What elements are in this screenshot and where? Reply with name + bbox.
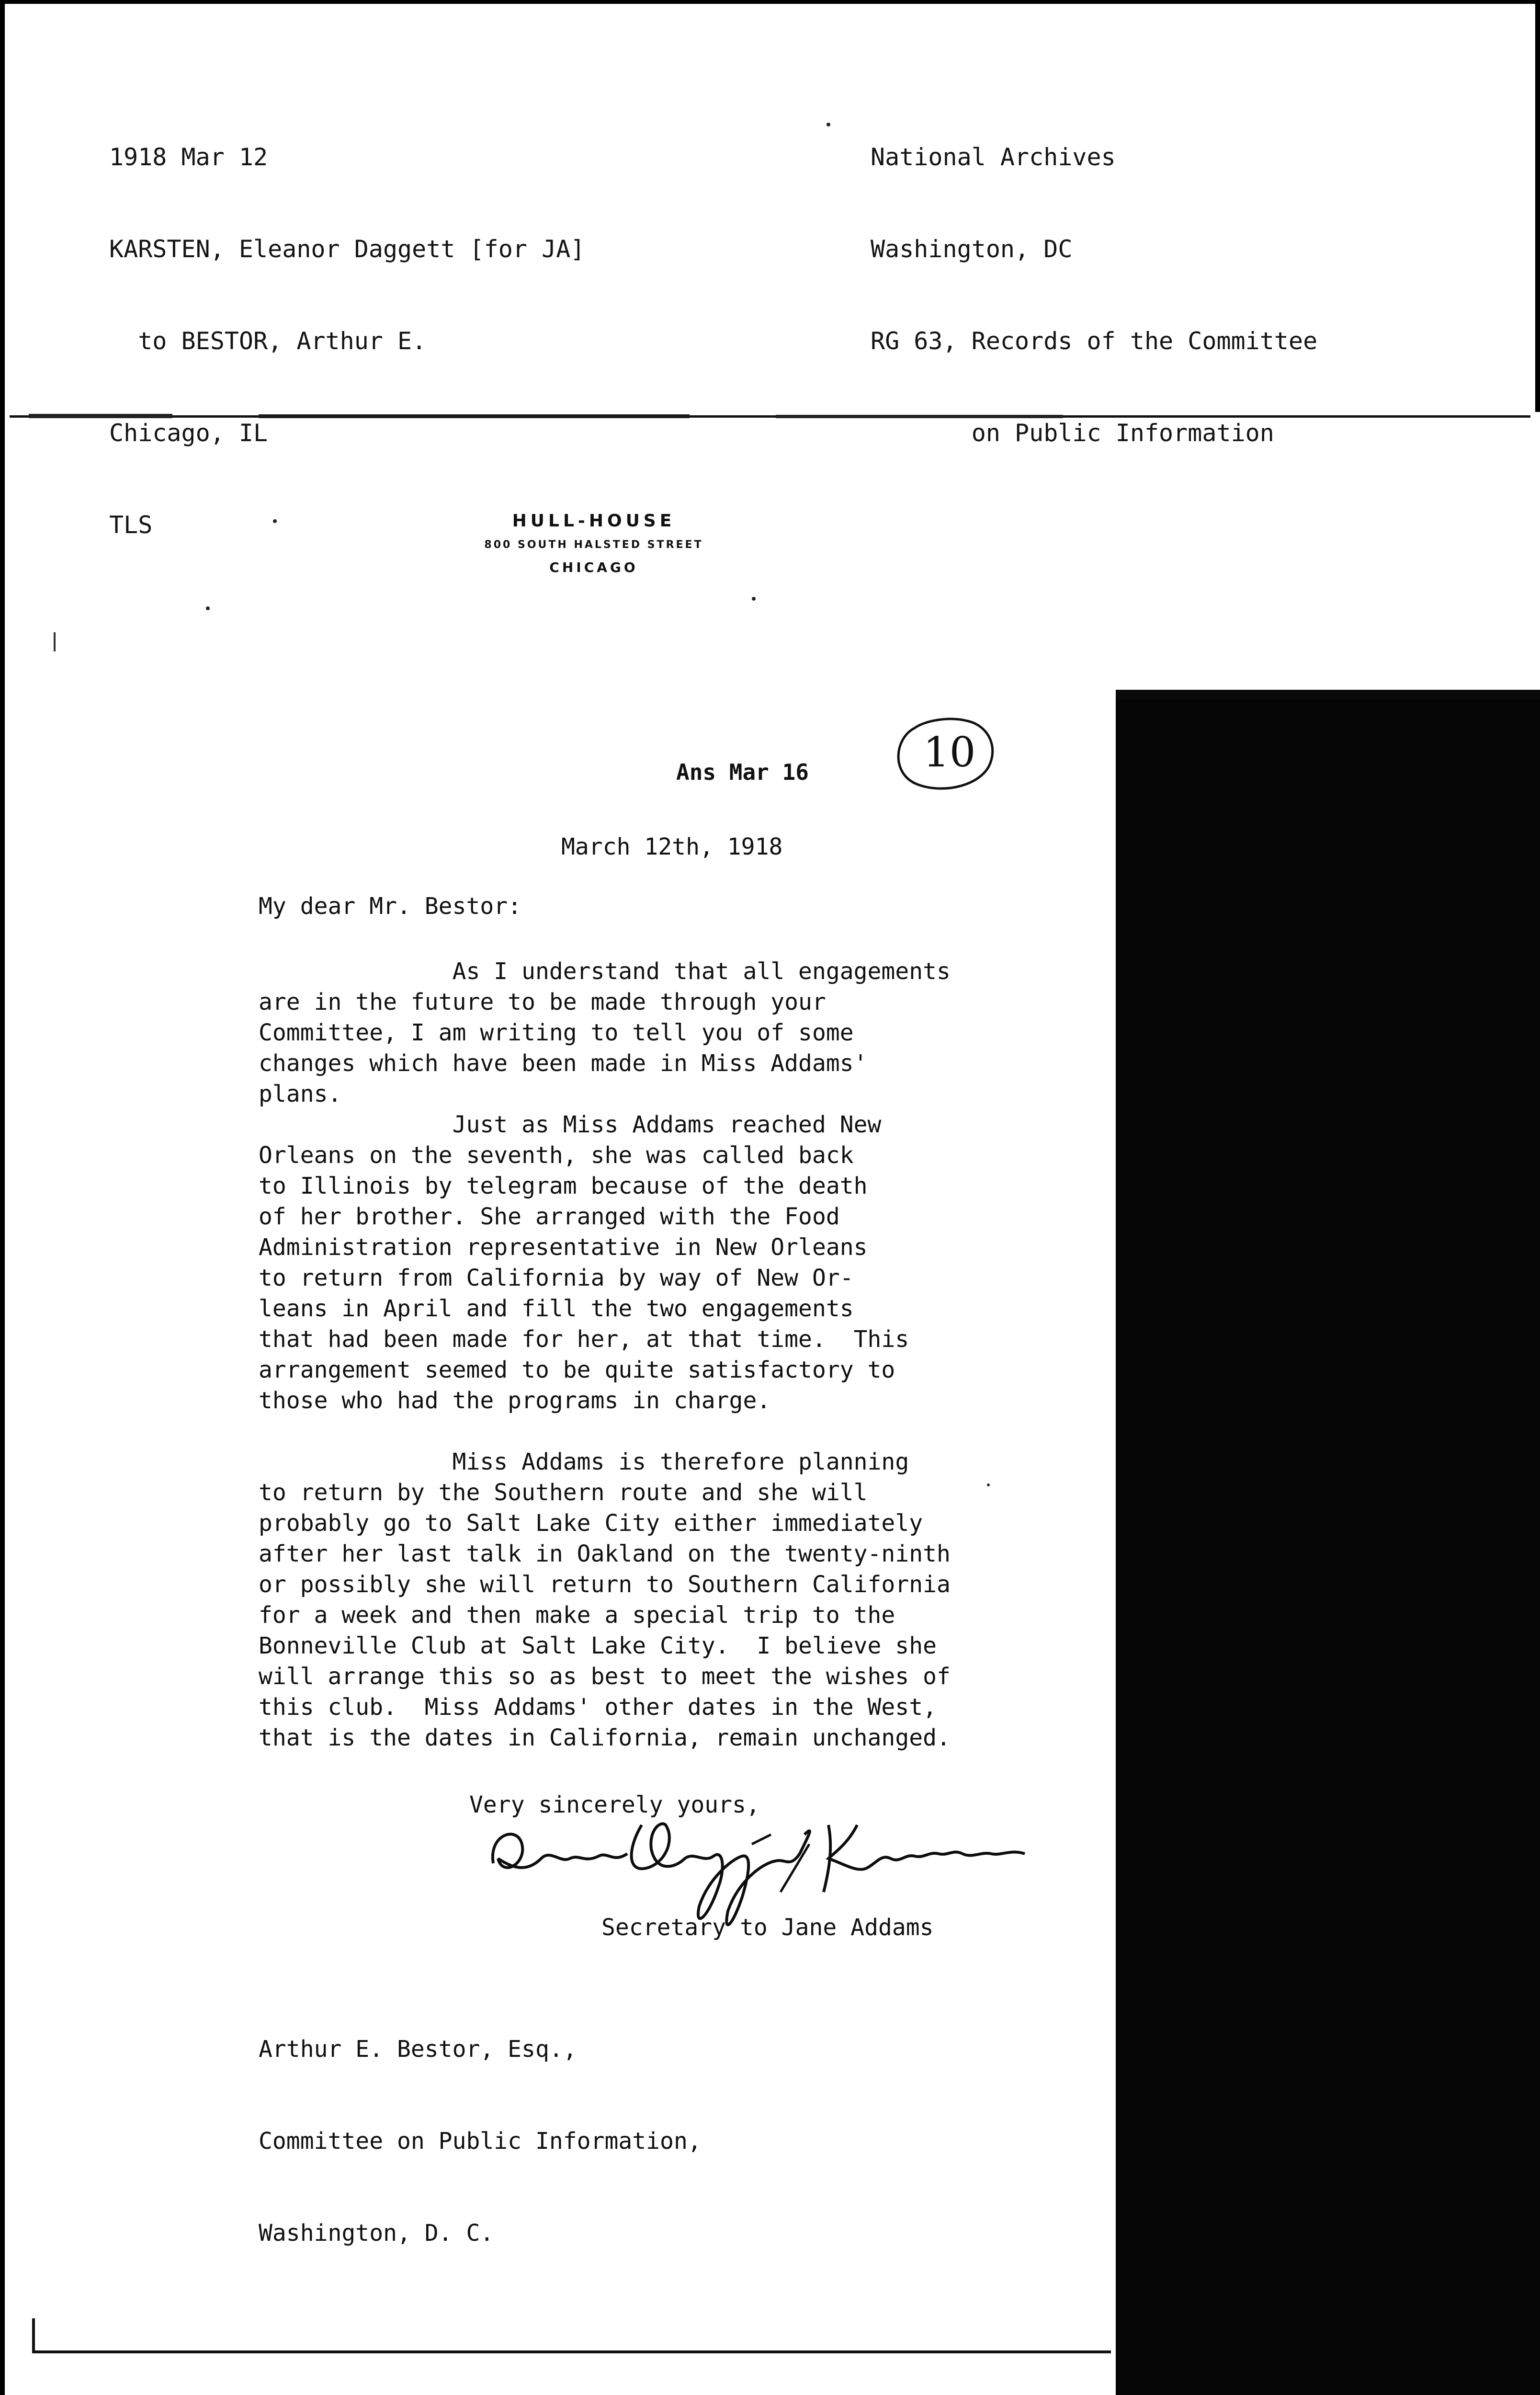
slip-right-line: Washington, DC bbox=[871, 235, 1073, 263]
letter-body bbox=[259, 956, 951, 1753]
letter-body-line: are in the future to be made through your bbox=[259, 989, 826, 1015]
addressee-line: Committee on Public Information, bbox=[259, 2128, 702, 2155]
slip-left-line: KARSTEN, Eleanor Daggett [for JA] bbox=[109, 235, 585, 263]
letter-closing: Very sincerely yours, bbox=[469, 1791, 760, 1818]
letter-body-line: plans. bbox=[259, 1081, 342, 1107]
letter-body-line: this club. Miss Addams' other dates in the West, bbox=[259, 1694, 937, 1721]
slip-right-line: National Archives bbox=[871, 143, 1116, 171]
letter-body-line: to Illinois by telegram because of the death bbox=[259, 1173, 868, 1199]
letterhead-address: 800 SOUTH HALSTED STREET bbox=[484, 539, 703, 551]
letter-body-line: leans in April and fill the two engagements bbox=[259, 1295, 854, 1322]
letter-salutation: My dear Mr. Bestor: bbox=[259, 893, 522, 920]
addressee-line: Arthur E. Bestor, Esq., bbox=[259, 2036, 577, 2063]
letter-body-line: will arrange this so as best to meet the wishes of bbox=[259, 1663, 951, 1690]
scan-border-left bbox=[0, 0, 5, 2395]
slip-left-line: Chicago, IL bbox=[109, 419, 268, 447]
letter-body-line bbox=[259, 1416, 951, 1447]
slip-left-line: to BESTOR, Arthur E. bbox=[109, 327, 427, 355]
letter-body-line: those who had the programs in charge. bbox=[259, 1387, 771, 1414]
scan-border-top bbox=[0, 0, 1540, 4]
scan-black-region bbox=[1116, 699, 1540, 2395]
letter-body-line: that is the dates in California, remain unchanged. bbox=[259, 1724, 951, 1751]
letter-body-line: of her brother. She arranged with the Food bbox=[259, 1203, 840, 1230]
slip-right-line: RG 63, Records of the Committee bbox=[871, 327, 1318, 355]
letterhead bbox=[421, 508, 766, 580]
archive-slip-right bbox=[871, 80, 1317, 510]
circled-number-text: 10 bbox=[923, 729, 976, 776]
letter-body-line: arrangement seemed to be quite satisfactory to bbox=[259, 1357, 895, 1383]
letter-date: March 12th, 1918 bbox=[561, 833, 783, 860]
scan-border-right bbox=[1535, 0, 1540, 412]
letter-body-line: Committee, I am writing to tell you of some bbox=[259, 1019, 854, 1046]
answered-stamp: Ans Mar 16 bbox=[676, 759, 809, 785]
letterhead-name: HULL-HOUSE bbox=[512, 511, 676, 531]
letter-body-line: that had been made for her, at that time. This bbox=[259, 1326, 909, 1353]
addressee-line: Washington, D. C. bbox=[259, 2220, 494, 2247]
letter-body-line: Bonneville Club at Salt Lake City. I believe she bbox=[259, 1632, 937, 1659]
paper-bottom-edge bbox=[29, 2318, 1111, 2357]
letter-body-line: Miss Addams is therefore planning bbox=[259, 1448, 909, 1475]
letter-body-line: to return from California by way of New Or- bbox=[259, 1265, 854, 1291]
letter-body-line: probably go to Salt Lake City either immediately bbox=[259, 1510, 923, 1537]
slip-right-line: on Public Information bbox=[871, 419, 1274, 447]
letter-body-line: Just as Miss Addams reached New bbox=[259, 1111, 882, 1138]
letter-body-line: Orleans on the seventh, she was called back bbox=[259, 1142, 854, 1169]
signer-title: Secretary to Jane Addams bbox=[601, 1914, 934, 1941]
letterhead-city: CHICAGO bbox=[549, 559, 638, 575]
letter-body-line: for a week and then make a special trip to the bbox=[259, 1602, 895, 1629]
slip-left-line: TLS bbox=[109, 511, 153, 539]
letter-body-line: Administration representative in New Orleans bbox=[259, 1234, 868, 1261]
letter-body-line: after her last talk in Oakland on the twenty-ninth bbox=[259, 1540, 951, 1567]
circled-number-annotation bbox=[886, 709, 1001, 795]
letter-body-line: to return by the Southern route and she will bbox=[259, 1479, 868, 1506]
letter-body-line: changes which have been made in Miss Addams' bbox=[259, 1050, 868, 1077]
paper-edge-line bbox=[10, 413, 1530, 420]
letter-body-line: As I understand that all engagements bbox=[259, 958, 951, 985]
letter-body-line: or possibly she will return to Southern California bbox=[259, 1571, 951, 1598]
slip-left-line: 1918 Mar 12 bbox=[109, 143, 268, 171]
addressee-block bbox=[259, 1973, 702, 2310]
